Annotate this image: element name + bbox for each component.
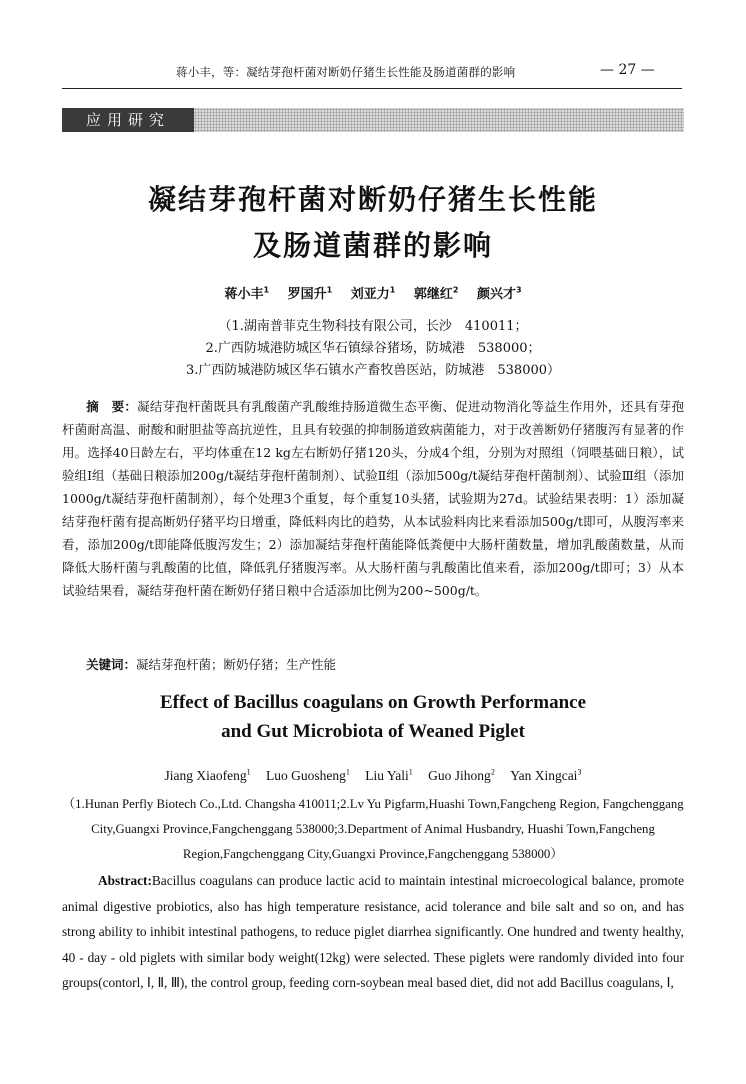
page-number: — 27 — [600, 62, 655, 78]
author-en: Guo Jihong$^2$ [428, 767, 495, 783]
affiliation-cn-1: （1.湖南普菲克生物科技有限公司，长沙 410011； [218, 319, 528, 334]
author-en: Jiang Xiaofeng$^1$ [164, 767, 251, 783]
author-cn: 颜兴才$^3$ [476, 285, 522, 302]
abstract-en [62, 868, 684, 996]
author-cn: 郭继红$^2$ [413, 285, 459, 302]
authors-cn [0, 283, 746, 302]
author-en: Liu Yali$^1$ [365, 767, 413, 783]
keywords-cn-text: 凝结芽孢杆菌；断奶仔猪；生产性能 [136, 657, 337, 672]
keywords-cn [86, 655, 684, 673]
author-en: Yan Xingcai$^3$ [510, 767, 582, 783]
en-title-line1: Effect of Bacillus coagulans on Growth Performance [159, 692, 587, 713]
cn-title-line2: 及肠道菌群的影响 [252, 229, 493, 262]
keywords-cn-label: 关键词： [86, 657, 137, 672]
section-label: 应用研究 [62, 108, 194, 132]
author-en: Luo Guosheng$^1$ [266, 767, 350, 783]
authors-en [0, 768, 746, 784]
author-cn: 刘亚力$^1$ [350, 285, 396, 302]
affiliations-en: （1.Hunan Perfly Biotech Co.,Ltd. Changsha 410011;2.Lv Yu Pigfarm,Huashi Town,Fangcheng Region, Fangchenggang City,Guangxi Province,Fangchenggang 538000;3.Department of Animal Husbandry, Huashi Town,Fangcheng Region,Fangchenggang City,Guangxi Province,Fangchenggang 538000） [62, 797, 684, 861]
abstract-cn-label: 摘 要： [86, 399, 138, 414]
abstract-en-label: Abstract: [98, 873, 152, 888]
abstract-cn-text: 凝结芽孢杆菌既具有乳酸菌产乳酸维持肠道微生态平衡、促进动物消化等益生作用外，还具有芽孢杆菌耐高温、耐酸和耐胆盐等高抗逆性，且具有较强的抑制肠道致病菌能力，对于改善断奶仔猪腹泻有显著的作用。选择40日龄左右，平均体重在12 kg左右断奶仔猪120头，分成4个组，分别为对照组（饲喂基础日粮），试验组Ⅰ组（基础日粮添加200g/t凝结芽孢杆菌制剂）、试验Ⅱ组（添加500g/t凝结芽孢杆菌制剂）、试验Ⅲ组（添加1000g/t凝结芽孢杆菌制剂），每个处理3个重复，每个重复10头猪，试验期为27d。试验结果表明：1）添加凝结芽孢杆菌有提高断奶仔猪平均日增重，降低料肉比的趋势，从本试验料肉比来看添加500g/t即可，从腹泻率来看，添加200g/t即能降低腹泻发生；2）添加凝结芽孢杆菌能降低粪便中大肠杆菌数量，增加乳酸菌数量，从而降低大肠杆菌与乳酸菌的比值，降低乳仔猪腹泻率。从大肠杆菌与乳酸菌比值来看，添加200g/t即可；3）从本试验结果看，凝结芽孢杆菌在断奶仔猪日粮中合适添加比例为200~500g/t。 [62, 399, 684, 598]
abstract-cn [62, 395, 684, 602]
author-cn: 蒋小丰$^1$ [224, 285, 270, 302]
author-cn: 罗国升$^1$ [287, 285, 333, 302]
running-head [0, 60, 746, 86]
affiliation-cn-3: 3.广西防城港防城区华石镇水产畜牧兽医站，防城港 538000） [185, 363, 561, 378]
cn-title-line1: 凝结芽孢杆菌对断奶仔猪生长性能 [147, 183, 598, 216]
en-title-line2: and Gut Microbiota of Weaned Piglet [221, 721, 525, 742]
abstract-en-text: Bacillus coagulans can produce lactic acid to maintain intestinal microecological balance, promote animal digestive probiotics, also has high temperature resistance, acid tolerance and bile salt and so on, and has strong ability to inhibit intestinal pathogens, to reduce piglet diarrhea significantly. One hundred and twenty healthy, 40 - day - old piglets with similar body weight(12kg) were selected. These piglets were randomly divided into four groups(contorl, Ⅰ, Ⅱ, Ⅲ), the control group, feeding corn-soybean meal based diet, did not add Bacillus coagulans, Ⅰ, [62, 873, 684, 990]
affiliation-cn-2: 2.广西防城港防城区华石镇绿谷猪场，防城港 538000； [205, 341, 541, 356]
header-rule [62, 88, 682, 89]
running-head-title: 蒋小丰，等：凝结芽孢杆菌对断奶仔猪生长性能及肠道菌群的影响 [176, 65, 516, 79]
